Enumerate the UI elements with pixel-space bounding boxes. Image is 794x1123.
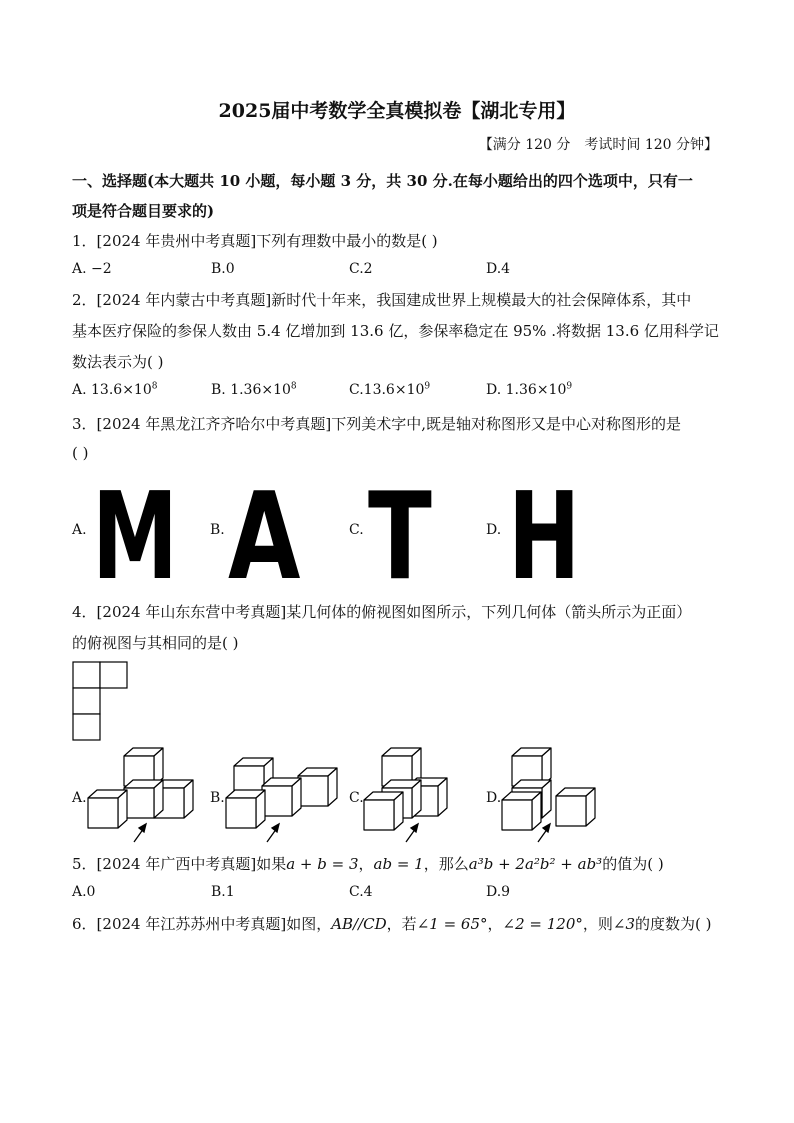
q5-equation-2: ab = 1	[373, 855, 424, 873]
question-4-line1: 4．[2024 年山东东营中考真题]某几何体的俯视图如图所示，下列几何体（箭头所示为正面）	[72, 603, 692, 621]
q5-option-a: A.0	[72, 884, 96, 900]
q3-letter-m: M	[92, 468, 178, 607]
q5-option-b: B.1	[211, 884, 235, 900]
page-title: 2025届中考数学全真模拟卷【湖北专用】	[218, 100, 576, 122]
q1-option-a: A. −2	[72, 261, 112, 277]
question-6: 6．[2024 年江苏苏州中考真题]如图，AB//CD，若∠1 = 65°，∠2 = 120°，则∠3的度数为( )	[72, 915, 712, 933]
question-1: 1．[2024 年贵州中考真题]下列有理数中最小的数是( )	[72, 232, 438, 250]
q6-parallel-expr: AB//CD	[331, 915, 387, 933]
q4-solid-b	[224, 748, 346, 844]
q4-solid-c	[362, 748, 452, 844]
q3-label-c: C.	[349, 522, 364, 538]
section-heading-line1: 一、选择题(本大题共 10 小题，每小题 3 分，共 30 分.在每小题给出的四个选项中，只有一	[72, 172, 693, 190]
question-5: 5．[2024 年广西中考真题]如果a + b = 3，ab = 1，那么a³b + 2a²b² + ab³的值为( )	[72, 855, 664, 873]
q2-option-a: A. $13.6\times 10^8$	[72, 381, 158, 398]
question-3-line2: ( )	[72, 444, 89, 462]
question-4-line2: 的俯视图与其相同的是( )	[72, 634, 239, 652]
q4-label-a: A.	[72, 790, 87, 806]
section-heading-line2: 项是符合题目要求的)	[72, 202, 215, 220]
q3-label-a: A.	[72, 522, 87, 538]
q5-equation-1: a + b = 3	[286, 855, 359, 873]
q6-angle-1: ∠1 = 65°	[416, 915, 488, 933]
q2-option-b: B. $1.36\times 10^8$	[211, 381, 297, 398]
q6-angle-3: ∠3	[612, 915, 636, 933]
question-2-line3: 数法表示为( )	[72, 353, 164, 371]
q6-angle-2: ∠2 = 120°	[502, 915, 583, 933]
q1-option-c: C.2	[349, 261, 373, 277]
q2-option-d: D. $1.36\times 10^9$	[486, 381, 573, 398]
question-2-line2: 基本医疗保险的参保人数由 5.4 亿增加到 13.6 亿，参保率稳定在 95% .将数据 13.6 亿用科学记	[72, 322, 719, 340]
q4-solid-a	[86, 748, 198, 844]
q4-label-c: C.	[349, 790, 364, 806]
q5-option-d: D.9	[486, 884, 511, 900]
q1-option-d: D.4	[486, 261, 511, 277]
q2-option-c: $C.13.6\times 10^9$	[349, 381, 431, 398]
q4-solid-d	[500, 748, 600, 844]
question-3-line1: 3．[2024 年黑龙江齐齐哈尔中考真题]下列美术字中,既是轴对称图形又是中心对称图形的是	[72, 415, 681, 433]
q3-label-d: D.	[486, 522, 502, 538]
q4-label-d: D.	[486, 790, 502, 806]
q5-expression: a³b + 2a²b² + ab³	[468, 855, 603, 873]
q1-option-b: B.0	[211, 261, 235, 277]
q4-label-b: B.	[210, 790, 225, 806]
q5-option-c: C.4	[349, 884, 373, 900]
q3-label-b: B.	[210, 522, 225, 538]
q3-letter-a: A	[228, 468, 301, 607]
q3-letter-h: H	[508, 468, 581, 607]
exam-info: 【满分 120 分 考试时间 120 分钟】	[478, 137, 718, 153]
top-view-figure	[72, 661, 130, 743]
q3-letter-t: T	[368, 468, 432, 607]
question-2-line1: 2．[2024 年内蒙古中考真题]新时代十年来，我国建成世界上规模最大的社会保障体系，其中	[72, 291, 692, 309]
